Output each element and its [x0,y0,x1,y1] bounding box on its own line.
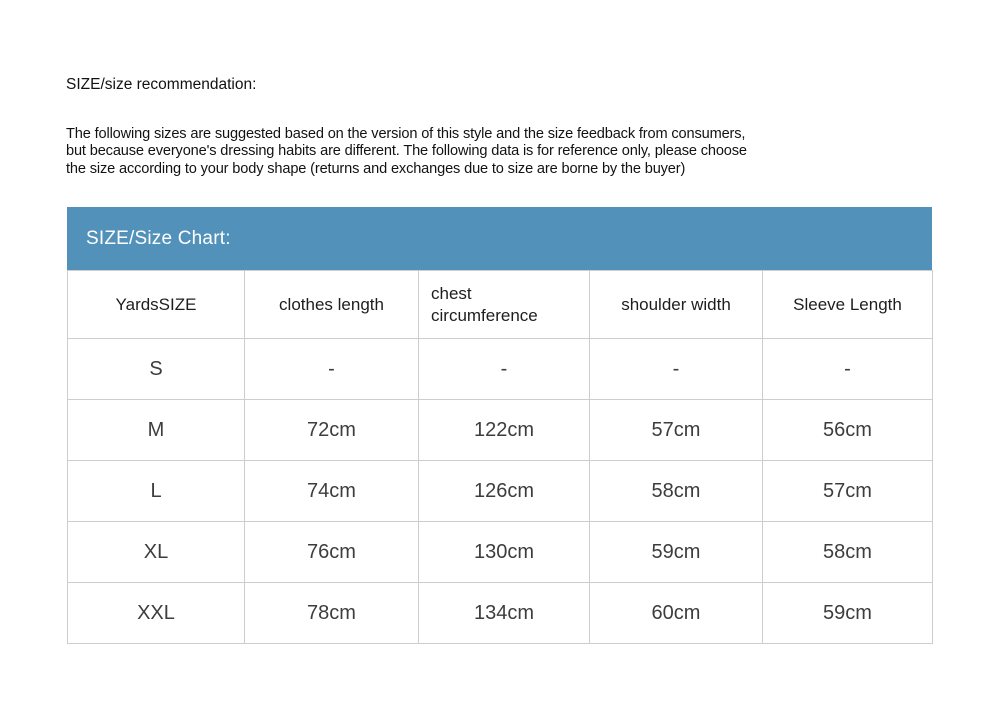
size-cell: XXL [68,583,245,644]
clothes-length-cell: - [245,339,419,400]
sleeve-length-cell: 58cm [763,522,933,583]
column-header-shoulder-width: shoulder width [590,271,763,339]
size-cell: M [68,400,245,461]
size-chart-table [67,270,933,644]
size-description [66,126,747,178]
column-header-clothes-length: clothes length [245,271,419,339]
chest-circumference-cell: 134cm [419,583,590,644]
size-chart-title: SIZE/Size Chart: [86,227,231,249]
table-row-m [68,400,933,461]
description-line-1: The following sizes are suggested based on the version of this style and the size feedback from consumers, [66,126,746,142]
column-header-chest-circumference-label: chest circumference [431,283,538,325]
table-row-s [68,339,933,400]
table-row-xl [68,522,933,583]
sleeve-length-cell: 57cm [763,461,933,522]
size-cell: XL [68,522,245,583]
clothes-length-cell: 78cm [245,583,419,644]
chest-circumference-cell: 130cm [419,522,590,583]
page-title: SIZE/size recommendation: [66,76,257,93]
size-chart-banner [67,207,932,270]
size-cell: L [68,461,245,522]
chest-circumference-cell: 126cm [419,461,590,522]
shoulder-width-cell: - [590,339,763,400]
description-line-3: the size according to your body shape (returns and exchanges due to size are borne by the buyer) [66,160,686,177]
shoulder-width-cell: 60cm [590,583,763,644]
sleeve-length-cell: 59cm [763,583,933,644]
clothes-length-cell: 76cm [245,522,419,583]
description-line-2: but because everyone's dressing habits are different. The following data is for reference only, please choose [66,143,747,160]
size-cell: S [68,339,245,400]
column-header-size: YardsSIZE [68,271,245,339]
sleeve-length-cell: - [763,339,933,400]
table-row-xxl [68,583,933,644]
column-header-chest-circumference [419,271,590,339]
shoulder-width-cell: 59cm [590,522,763,583]
clothes-length-cell: 74cm [245,461,419,522]
table-header-row [68,271,933,339]
chest-circumference-cell: - [419,339,590,400]
clothes-length-cell: 72cm [245,400,419,461]
shoulder-width-cell: 57cm [590,400,763,461]
shoulder-width-cell: 58cm [590,461,763,522]
column-header-sleeve-length: Sleeve Length [763,271,933,339]
sleeve-length-cell: 56cm [763,400,933,461]
chest-circumference-cell: 122cm [419,400,590,461]
table-row-l [68,461,933,522]
